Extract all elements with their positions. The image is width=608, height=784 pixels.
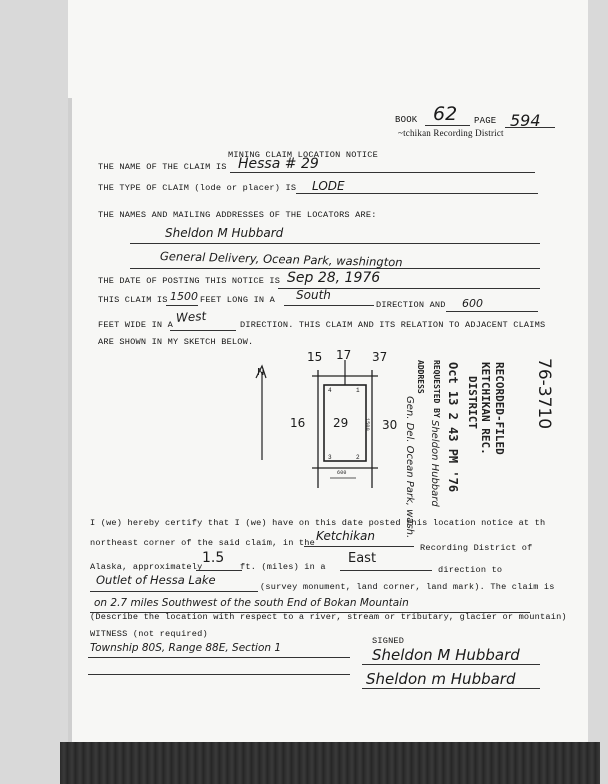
book-label: BOOK bbox=[395, 115, 418, 125]
certify-line-2b: Recording District of bbox=[420, 543, 533, 553]
certify-line-1: I (we) hereby certify that I (we) have on this date posted this location notice at th bbox=[90, 518, 546, 528]
locators-label: THE NAMES AND MAILING ADDRESSES OF THE LOCATORS ARE: bbox=[98, 210, 377, 220]
posting-date-label: THE DATE OF POSTING THIS NOTICE IS bbox=[98, 276, 281, 286]
page-title: MINING CLAIM LOCATION NOTICE bbox=[228, 150, 378, 160]
feet-wide-label: FEET WIDE IN A bbox=[98, 320, 173, 330]
certify-line-6: (Describe the location with respect to a river, stream or tributary, glacier or mountain) bbox=[90, 612, 567, 622]
landmark-line bbox=[90, 591, 258, 592]
side-dimension: 1500 bbox=[364, 418, 370, 431]
wide-direction-value: West bbox=[175, 308, 207, 325]
sketch-label-30: 30 bbox=[382, 418, 398, 432]
signature-2: Sheldon m Hubbard bbox=[366, 670, 516, 688]
distance-value: 1.5 bbox=[202, 550, 225, 566]
stamp-date-time: Oct 13 2 43 PM '76 bbox=[446, 362, 460, 493]
location-value: on 2.7 miles Southwest of the south End of Bokan Mountain bbox=[94, 597, 409, 609]
signature-1: Sheldon M Hubbard bbox=[372, 646, 520, 664]
locator-name: Sheldon M Hubbard bbox=[165, 226, 284, 240]
witness-value: Township 80S, Range 88E, Section 1 bbox=[90, 642, 282, 654]
direction-line bbox=[340, 570, 432, 571]
sketch-label-29: 29 bbox=[333, 416, 349, 430]
corner-3: 3 bbox=[328, 454, 332, 461]
sketch-label-16: 16 bbox=[290, 416, 306, 430]
recording-district-line bbox=[304, 546, 414, 547]
witness-line-2 bbox=[88, 674, 350, 675]
length-value: 1500 bbox=[170, 290, 198, 303]
corner-2: 2 bbox=[356, 454, 360, 461]
sketch-label-37: 37 bbox=[372, 350, 388, 364]
certify-line-2a: northeast corner of the said claim, in the bbox=[90, 538, 315, 548]
direction-value: East bbox=[348, 551, 377, 566]
signature-line-2 bbox=[362, 688, 540, 689]
direction-relation-label: DIRECTION. THIS CLAIM AND ITS RELATION TO ADJACENT CLAIMS bbox=[240, 320, 546, 330]
corner-1: 1 bbox=[356, 387, 360, 394]
signed-label: SIGNED bbox=[372, 636, 405, 646]
distance-line bbox=[196, 570, 242, 571]
claim-type-label: THE TYPE OF CLAIM (lode or placer) IS bbox=[98, 183, 297, 193]
width-value: 600 bbox=[462, 297, 483, 310]
stamp-requested-by: REQUESTED BY bbox=[432, 360, 441, 418]
stamp-requested-by-value: Sheldon Hubbard bbox=[429, 420, 440, 507]
corner-4: 4 bbox=[328, 387, 332, 394]
claim-name-label: THE NAME OF THE CLAIM IS bbox=[98, 162, 227, 172]
stamp-recorded-filed: RECORDED-FILED bbox=[493, 362, 506, 455]
stamp-address-label: ADDRESS bbox=[416, 360, 425, 394]
certify-line-3a: Alaska, approximately bbox=[90, 562, 203, 572]
signature-line-1 bbox=[362, 664, 540, 665]
claim-type-value: LODE bbox=[312, 179, 345, 193]
certify-line-3c: direction to bbox=[438, 565, 503, 575]
certify-line-3b: ft. (miles) in a bbox=[240, 562, 326, 572]
page-label: PAGE bbox=[474, 116, 497, 126]
claim-is-label: THIS CLAIM IS bbox=[98, 295, 168, 305]
witness-label: WITNESS (not required) bbox=[90, 629, 208, 639]
book-value: 62 bbox=[433, 103, 458, 125]
claim-name-value: Hessa # 29 bbox=[238, 156, 319, 172]
locator-address: General Delivery, Ocean Park, washington bbox=[159, 249, 403, 270]
long-direction-value: South bbox=[296, 288, 331, 302]
witness-line-1 bbox=[88, 657, 350, 658]
certify-line-4b: (survey monument, land corner, land mark). The claim is bbox=[260, 582, 555, 592]
stamp-address-value: Gen. Del. Ocean Park, wash. bbox=[404, 396, 415, 539]
north-label: N bbox=[257, 367, 265, 378]
district-text: ~tchikan Recording District bbox=[398, 128, 504, 138]
feet-long-label: FEET LONG IN A bbox=[200, 295, 275, 305]
sketch-label-17: 17 bbox=[336, 348, 352, 362]
direction-and-label: DIRECTION AND bbox=[376, 300, 446, 310]
bottom-dimension: 600 bbox=[337, 470, 347, 476]
stamp-district: DISTRICT bbox=[466, 376, 479, 429]
sketch-label-15: 15 bbox=[307, 350, 323, 364]
sketch-label: ARE SHOWN IN MY SKETCH BELOW. bbox=[98, 337, 254, 347]
landmark-value: Outlet of Hessa Lake bbox=[96, 573, 216, 587]
posting-date-value: Sep 28, 1976 bbox=[287, 270, 381, 286]
page-value: 594 bbox=[510, 111, 541, 130]
recording-district-value: Ketchikan bbox=[316, 529, 375, 543]
stamp-district-name: KETCHIKAN REC. bbox=[479, 362, 492, 455]
document-number: 76-3710 bbox=[534, 358, 554, 430]
